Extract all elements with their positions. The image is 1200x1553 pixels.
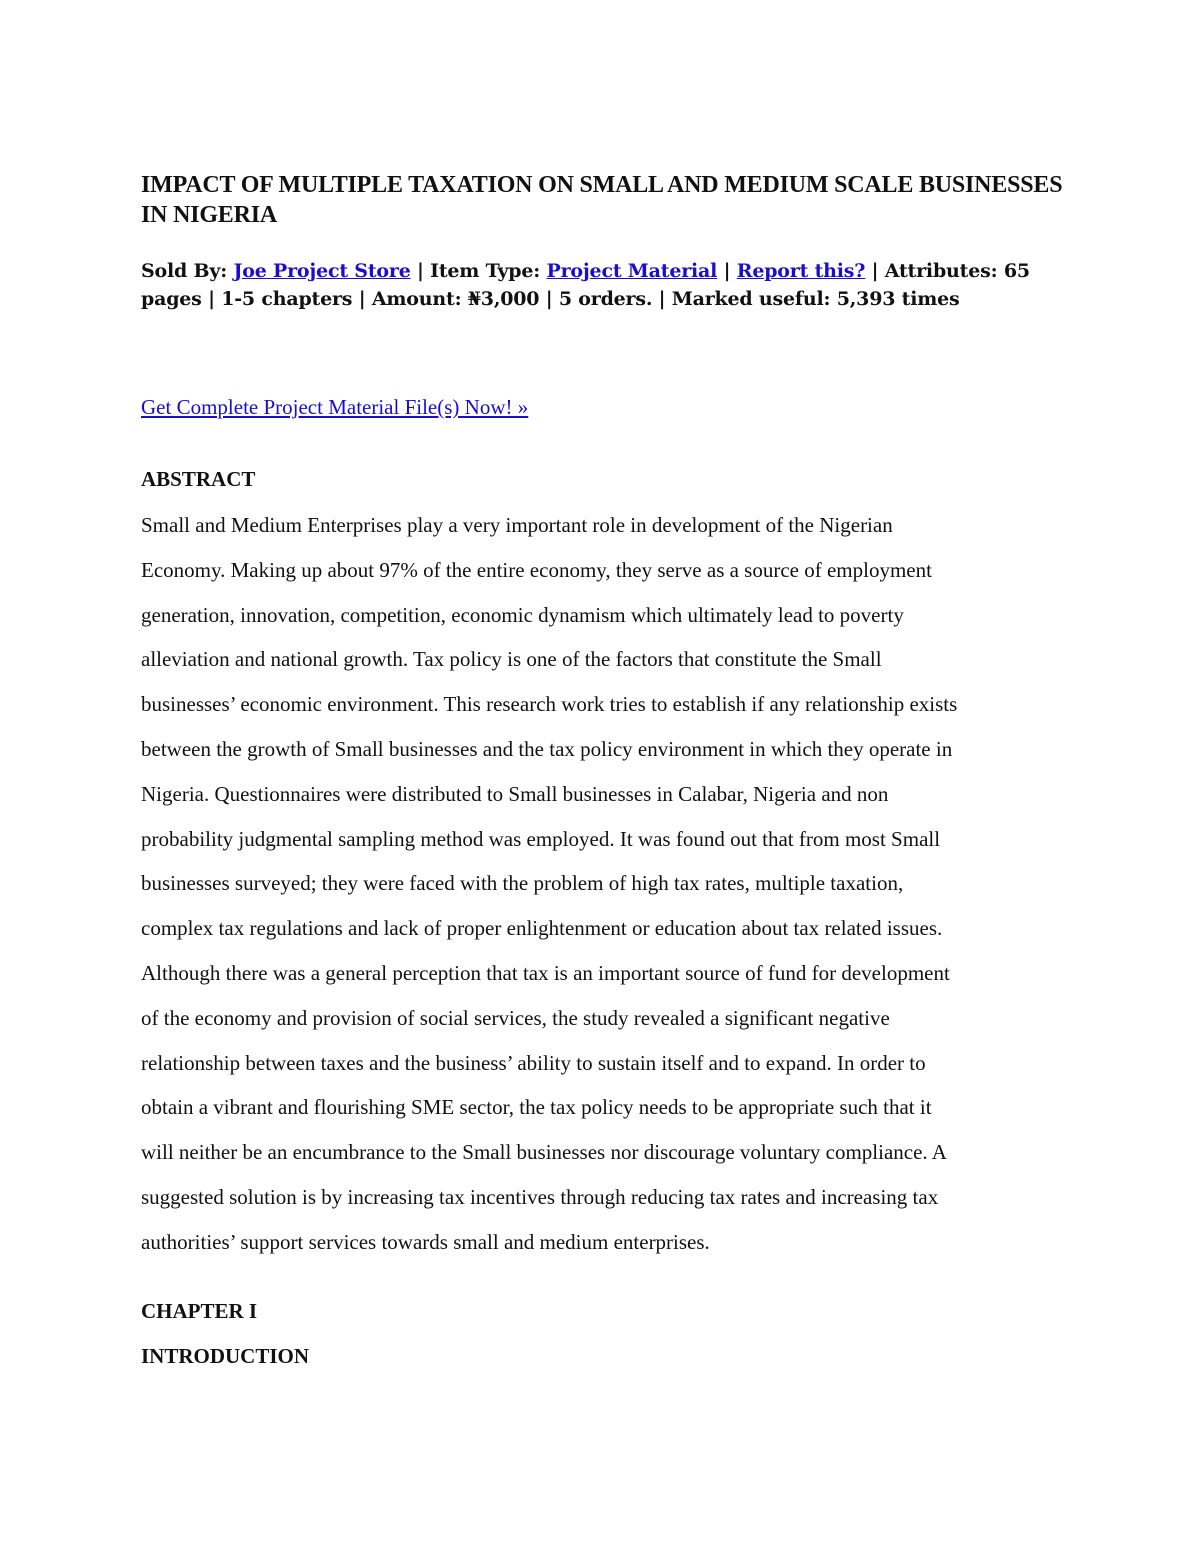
- item-type-link[interactable]: Project Material: [546, 260, 718, 282]
- store-link[interactable]: Joe Project Store: [233, 260, 411, 282]
- get-project-files-link[interactable]: Get Complete Project Material File(s) Now! »: [141, 395, 529, 419]
- abstract-line: alleviation and national growth. Tax policy is one of the factors that constitute the Small: [141, 647, 882, 672]
- abstract-line: between the growth of Small businesses and the tax policy environment in which they operate in: [141, 736, 953, 761]
- abstract-line: will neither be an encumbrance to the Small businesses nor discourage voluntary compliance. A: [141, 1140, 947, 1165]
- abstract-line: probability judgmental sampling method was employed. It was found out that from most Small: [141, 826, 941, 851]
- abstract-line: businesses’ economic environment. This research work tries to establish if any relationship exists: [141, 692, 958, 717]
- sold-by-label: Sold By:: [141, 260, 228, 282]
- report-link[interactable]: Report this?: [736, 260, 866, 282]
- abstract-heading: ABSTRACT: [141, 467, 256, 491]
- abstract-body: [141, 503, 1066, 1265]
- abstract-line: Small and Medium Enterprises play a very important role in development of the Nigerian: [141, 513, 893, 537]
- separator: |: [410, 260, 431, 282]
- product-meta: [141, 257, 1066, 313]
- abstract-line: Although there was a general perception that tax is an important source of fund for development: [141, 960, 950, 985]
- abstract-line: of the economy and provision of social services, the study revealed a significant negative: [141, 1005, 890, 1030]
- abstract-line: Nigeria. Questionnaires were distributed to Small businesses in Calabar, Nigeria and non: [141, 781, 889, 806]
- abstract-line: complex tax regulations and lack of proper enlightenment or education about tax related issues.: [141, 916, 943, 941]
- document-title: IMPACT OF MULTIPLE TAXATION ON SMALL AND MEDIUM SCALE BUSINESSES IN NIGERIA: [141, 172, 1063, 228]
- item-type-label: Item Type:: [430, 260, 541, 282]
- abstract-line: obtain a vibrant and flourishing SME sector, the tax policy needs to be appropriate such that it: [141, 1095, 932, 1120]
- abstract-line: generation, innovation, competition, economic dynamism which ultimately lead to poverty: [141, 602, 904, 627]
- separator: |: [717, 260, 737, 282]
- introduction-heading: INTRODUCTION: [141, 1344, 310, 1368]
- abstract-line: Economy. Making up about 97% of the entire economy, they serve as a source of employment: [141, 557, 932, 582]
- abstract-line: businesses surveyed; they were faced with the problem of high tax rates, multiple taxation,: [141, 871, 904, 896]
- abstract-line: suggested solution is by increasing tax incentives through reducing tax rates and increasing tax: [141, 1184, 939, 1209]
- chapter-heading: CHAPTER I: [141, 1299, 258, 1323]
- abstract-line: authorities’ support services towards small and medium enterprises.: [141, 1229, 710, 1254]
- attributes-text: | Attributes: 65 pages | 1-5 chapters | Amount: ₦3,000 | 5 orders. | Marked useful: 5,393 times: [141, 260, 1030, 310]
- abstract-line: relationship between taxes and the business’ ability to sustain itself and to expand. In order to: [141, 1050, 926, 1075]
